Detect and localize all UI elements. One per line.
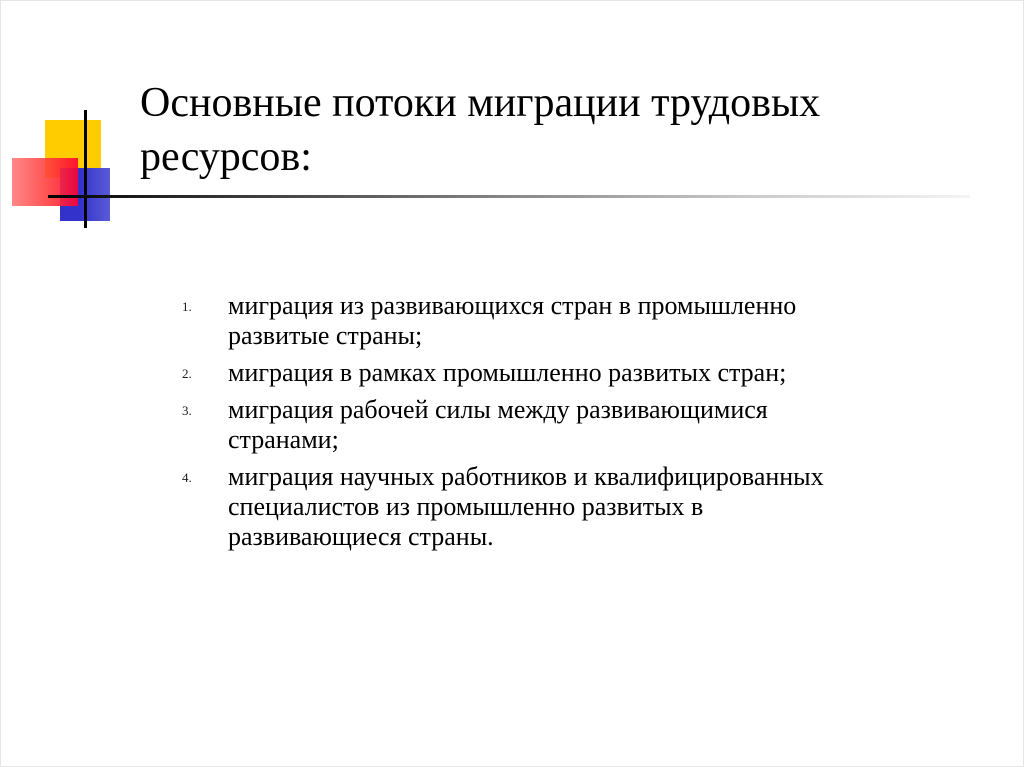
list-item-text: миграция научных работников и квалифицированных специалистов из промышленно развитых в развивающиеся страны.	[228, 462, 824, 551]
list-item-number: 1.	[182, 299, 192, 314]
red-gradient-square	[12, 158, 78, 206]
list-item-text: миграция рабочей силы между развивающимися странами;	[228, 395, 768, 454]
vertical-rule	[84, 110, 87, 228]
list-item-text: миграция из развивающихся стран в промышленно развитые страны;	[228, 291, 797, 350]
decorative-squares-logo	[0, 0, 140, 240]
list-item-number: 4.	[182, 470, 192, 485]
list-item	[160, 358, 860, 388]
list-item-number: 3.	[182, 403, 192, 418]
slide-title: Основные потоки миграции трудовых ресурсов:	[140, 80, 821, 180]
slide-border-top	[0, 0, 1024, 1]
list-item-text: миграция в рамках промышленно развитых стран;	[228, 358, 787, 387]
migration-flows-list	[160, 291, 860, 559]
list-item	[160, 395, 860, 455]
list-item-number: 2.	[182, 366, 192, 381]
list-item	[160, 291, 860, 351]
title-underline-rule	[48, 195, 970, 198]
list-item	[160, 462, 860, 552]
